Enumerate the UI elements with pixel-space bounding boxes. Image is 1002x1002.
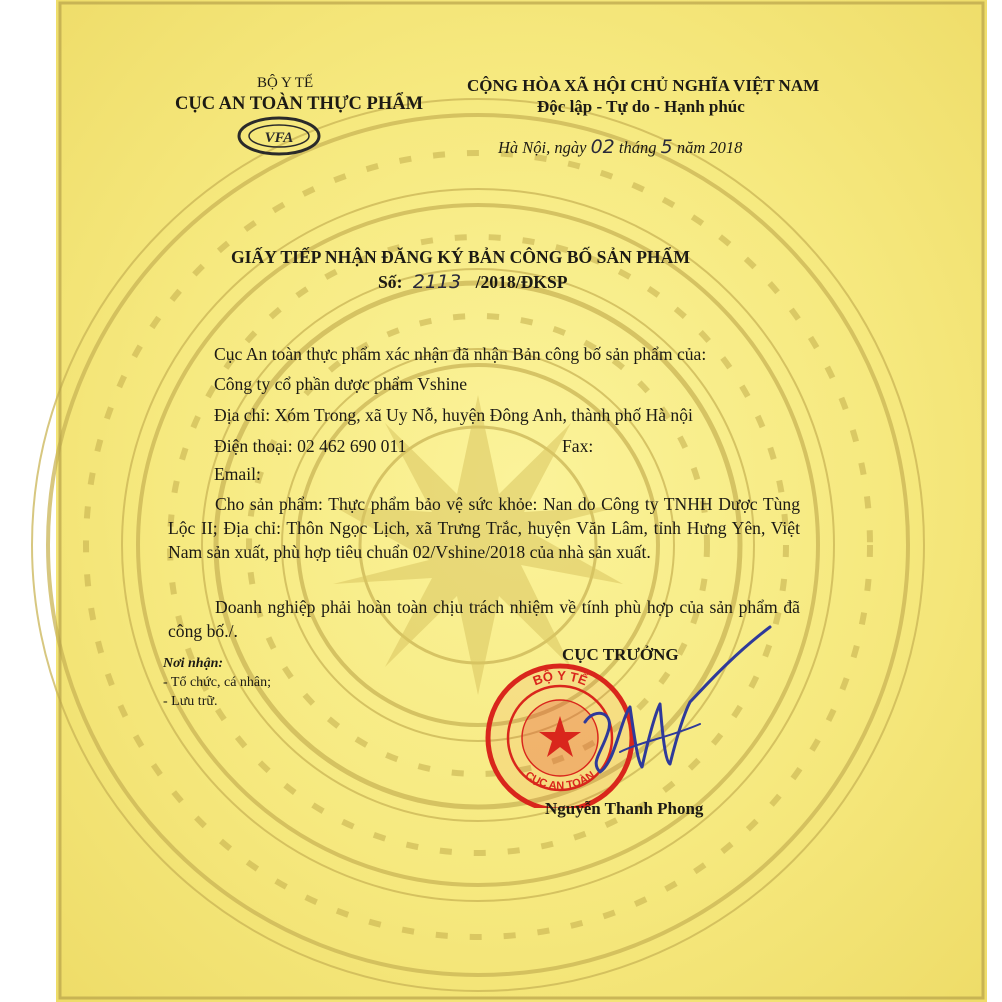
phone-value: 02 462 690 011 [297,436,407,456]
number-handwritten: 2113 [412,271,462,293]
vfa-logo [234,114,324,158]
date-day: 02 [590,136,615,158]
product-paragraph: Cho sản phẩm: Thực phẩm bảo vệ sức khỏe: Nan do Công ty TNHH Dược Tùng Lộc II; Địa chỉ: Thôn Ngọc Lịch, xã Trưng Trắc, huyện Văn Lâm, tỉnh Hưng Yên, Việt Nam sản xuất, phù hợp tiêu chuẩn 02/Vshine/2018 của nhà sản xuất. [168,494,800,562]
company-address: Địa chỉ: Xóm Trong, xã Uy Nỗ, huyện Đông Anh, thành phố Hà nội [214,405,693,425]
email-label: Email: [214,464,261,484]
document-number [378,273,568,292]
date-month-label: tháng [614,138,661,157]
recipients-heading: Nơi nhận: [163,656,224,671]
responsibility-paragraph: Doanh nghiệp phải hoàn toàn chịu trách nhiệm về tính phù hợp của sản phẩm đã công bố./. [168,597,800,641]
date-prefix: Hà Nội, ngày [498,138,591,157]
number-suffix: /2018/ĐKSP [475,272,568,292]
document-title: GIẤY TIẾP NHẬN ĐĂNG KÝ BẢN CÔNG BỐ SẢN PHẨM [231,247,690,267]
date-month: 5 [660,136,673,158]
recipient-item: - Tổ chức, cá nhân; [163,675,272,690]
handwritten-signature [560,612,780,802]
country-name: CỘNG HÒA XÃ HỘI CHỦ NGHĨA VIỆT NAM [467,76,820,95]
company-name: Công ty cổ phần dược phẩm Vshine [214,374,468,394]
phone-line [214,438,406,456]
confirmation-line: Cục An toàn thực phẩm xác nhận đã nhận Bản công bố sản phẩm của: [214,344,707,364]
date-year: năm 2018 [672,138,743,157]
country-motto: Độc lập - Tự do - Hạnh phúc [537,97,745,116]
recipient-item: - Lưu trữ. [163,694,218,709]
phone-label: Điện thoại: [214,436,293,456]
issue-date [498,138,742,157]
fax-label: Fax: [562,436,594,456]
agency-name: CỤC AN TOÀN THỰC PHẨM [175,94,424,114]
signer-title: CỤC TRƯỞNG [562,645,679,664]
signer-name: Nguyễn Thanh Phong [545,799,704,818]
number-label: Số: [378,272,403,292]
ministry-name: BỘ Y TẾ [257,75,314,91]
svg-text:VFA: VFA [264,130,294,146]
seal-text-top: BỘ Y TẾ [530,667,590,689]
seal-text-bottom: CỤC AN TOÀN [522,769,598,793]
